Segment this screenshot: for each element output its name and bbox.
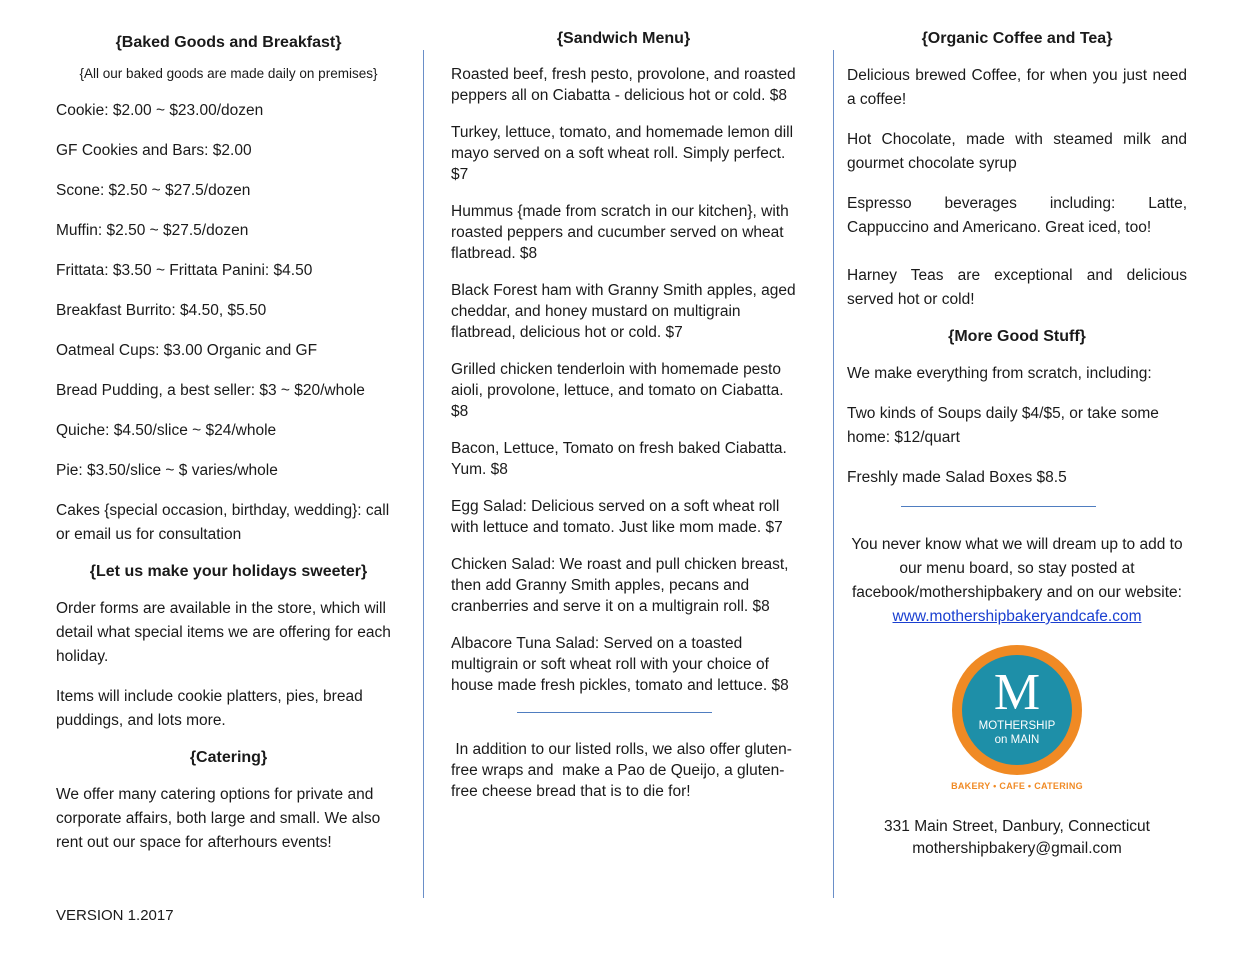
sandwich-item: Chicken Salad: We roast and pull chicken breast, then add Granny Smith apples, pecans and cranberries and serve it on a multigrain roll. $8 <box>451 556 789 615</box>
sandwich-heading: {Sandwich Menu} <box>556 30 691 47</box>
menu-item: GF Cookies and Bars: $2.00 <box>56 142 252 159</box>
logo-caption: BAKERY • CAFE • CATERING <box>951 781 1083 791</box>
contact-email: mothershipbakery@gmail.com <box>912 840 1122 857</box>
menu-item: Quiche: $4.50/slice ~ $24/whole <box>56 422 277 439</box>
promo-body: You never know what we will dream up to add to our menu board, so stay posted at facebook/mothershipbakery and on our website: <box>851 536 1183 601</box>
logo <box>847 643 1187 794</box>
coffee-column <box>847 30 1187 860</box>
menu-item: Scone: $2.50 ~ $27.5/dozen <box>56 182 251 199</box>
catering-text: We offer many catering options for private and corporate affairs, both large and small. We also rent out our space for afterhours events! <box>56 786 381 851</box>
menu-item: Muffin: $2.50 ~ $27.5/dozen <box>56 222 249 239</box>
menu-item: Pie: $3.50/slice ~ $ varies/whole <box>56 462 278 479</box>
sandwich-item: Egg Salad: Delicious served on a soft wheat roll with lettuce and tomato. Just like mom made. $7 <box>451 498 783 536</box>
coffee-item: Hot Chocolate, made with steamed milk and gourmet chocolate syrup <box>847 131 1187 172</box>
sandwich-item: Turkey, lettuce, tomato, and homemade lemon dill mayo served on a soft wheat roll. Simply perfect. $7 <box>451 124 794 183</box>
logo-letter: M <box>993 664 1041 721</box>
address-block <box>847 816 1187 860</box>
logo-line2: on MAIN <box>994 734 1040 746</box>
website-link[interactable]: www.mothershipbakeryandcafe.com <box>892 608 1142 625</box>
coffee-item: Delicious brewed Coffee, for when you just need a coffee! <box>847 67 1187 108</box>
more-good-stuff-heading: {More Good Stuff} <box>948 328 1086 345</box>
sandwich-column <box>451 30 796 818</box>
sandwich-divider <box>517 712 712 713</box>
street-address: 331 Main Street, Danbury, Connecticut <box>884 818 1150 835</box>
gluten-free-note: In addition to our listed rolls, we also offer gluten-free wraps and make a Pao de Queijo, a gluten-free cheese bread that is to die for! <box>451 741 792 800</box>
menu-item: Frittata: $3.50 ~ Frittata Panini: $4.50 <box>56 262 313 279</box>
catering-heading: {Catering} <box>189 749 268 766</box>
holidays-text: Order forms are available in the store, which will detail what special items we are offering for each holiday. <box>56 600 391 665</box>
menu-item: Breakfast Burrito: $4.50, $5.50 <box>56 302 267 319</box>
baked-goods-heading: {Baked Goods and Breakfast} <box>115 34 342 51</box>
baked-goods-column <box>56 30 401 871</box>
holidays-heading: {Let us make your holidays sweeter} <box>89 563 368 580</box>
coffee-item: Espresso beverages including: Latte, Cappuccino and Americano. Great iced, too! <box>847 195 1187 236</box>
menu-item: Oatmeal Cups: $3.00 Organic and GF <box>56 342 318 359</box>
logo-line1: MOTHERSHIP <box>978 720 1056 732</box>
coffee-item: Harney Teas are exceptional and delicious served hot or cold! <box>847 267 1187 308</box>
more-item: Two kinds of Soups daily $4/$5, or take some home: $12/quart <box>847 405 1159 446</box>
sandwich-item: Black Forest ham with Granny Smith apples, aged cheddar, and honey mustard on multigrain flatbread, delicious hot or cold. $7 <box>451 282 796 341</box>
menu-item: Bread Pudding, a best seller: $3 ~ $20/whole <box>56 382 365 399</box>
menu-item: Cookie: $2.00 ~ $23.00/dozen <box>56 102 264 119</box>
more-item: We make everything from scratch, including: <box>847 365 1152 382</box>
promo-text <box>847 533 1187 629</box>
logo-badge <box>950 643 1084 777</box>
version-label: VERSION 1.2017 <box>56 907 174 924</box>
holidays-text: Items will include cookie platters, pies, bread puddings, and lots more. <box>56 688 363 729</box>
mothership-logo <box>950 643 1084 791</box>
sandwich-item: Grilled chicken tenderloin with homemade pesto aioli, provolone, lettuce, and tomato on Ciabatta. $8 <box>451 361 784 420</box>
sandwich-item: Albacore Tuna Salad: Served on a toasted multigrain or soft wheat roll with your choice of house made fresh pickles, tomato and lettuce. $8 <box>451 635 789 694</box>
more-item: Freshly made Salad Boxes $8.5 <box>847 469 1067 486</box>
sandwich-item: Roasted beef, fresh pesto, provolone, and roasted peppers all on Ciabatta - delicious hot or cold. $8 <box>451 66 796 104</box>
column-divider-left <box>423 50 424 898</box>
coffee-heading: {Organic Coffee and Tea} <box>921 30 1113 47</box>
menu-item: Cakes {special occasion, birthday, wedding}: call or email us for consultation <box>56 502 390 543</box>
baked-goods-subheading: {All our baked goods are made daily on premises} <box>79 66 378 81</box>
column-divider-right <box>833 50 834 898</box>
coffee-divider <box>901 506 1096 507</box>
sandwich-item: Bacon, Lettuce, Tomato on fresh baked Ciabatta. Yum. $8 <box>451 440 787 478</box>
sandwich-item: Hummus {made from scratch in our kitchen}, with roasted peppers and cucumber served on wheat flatbread. $8 <box>451 203 789 262</box>
